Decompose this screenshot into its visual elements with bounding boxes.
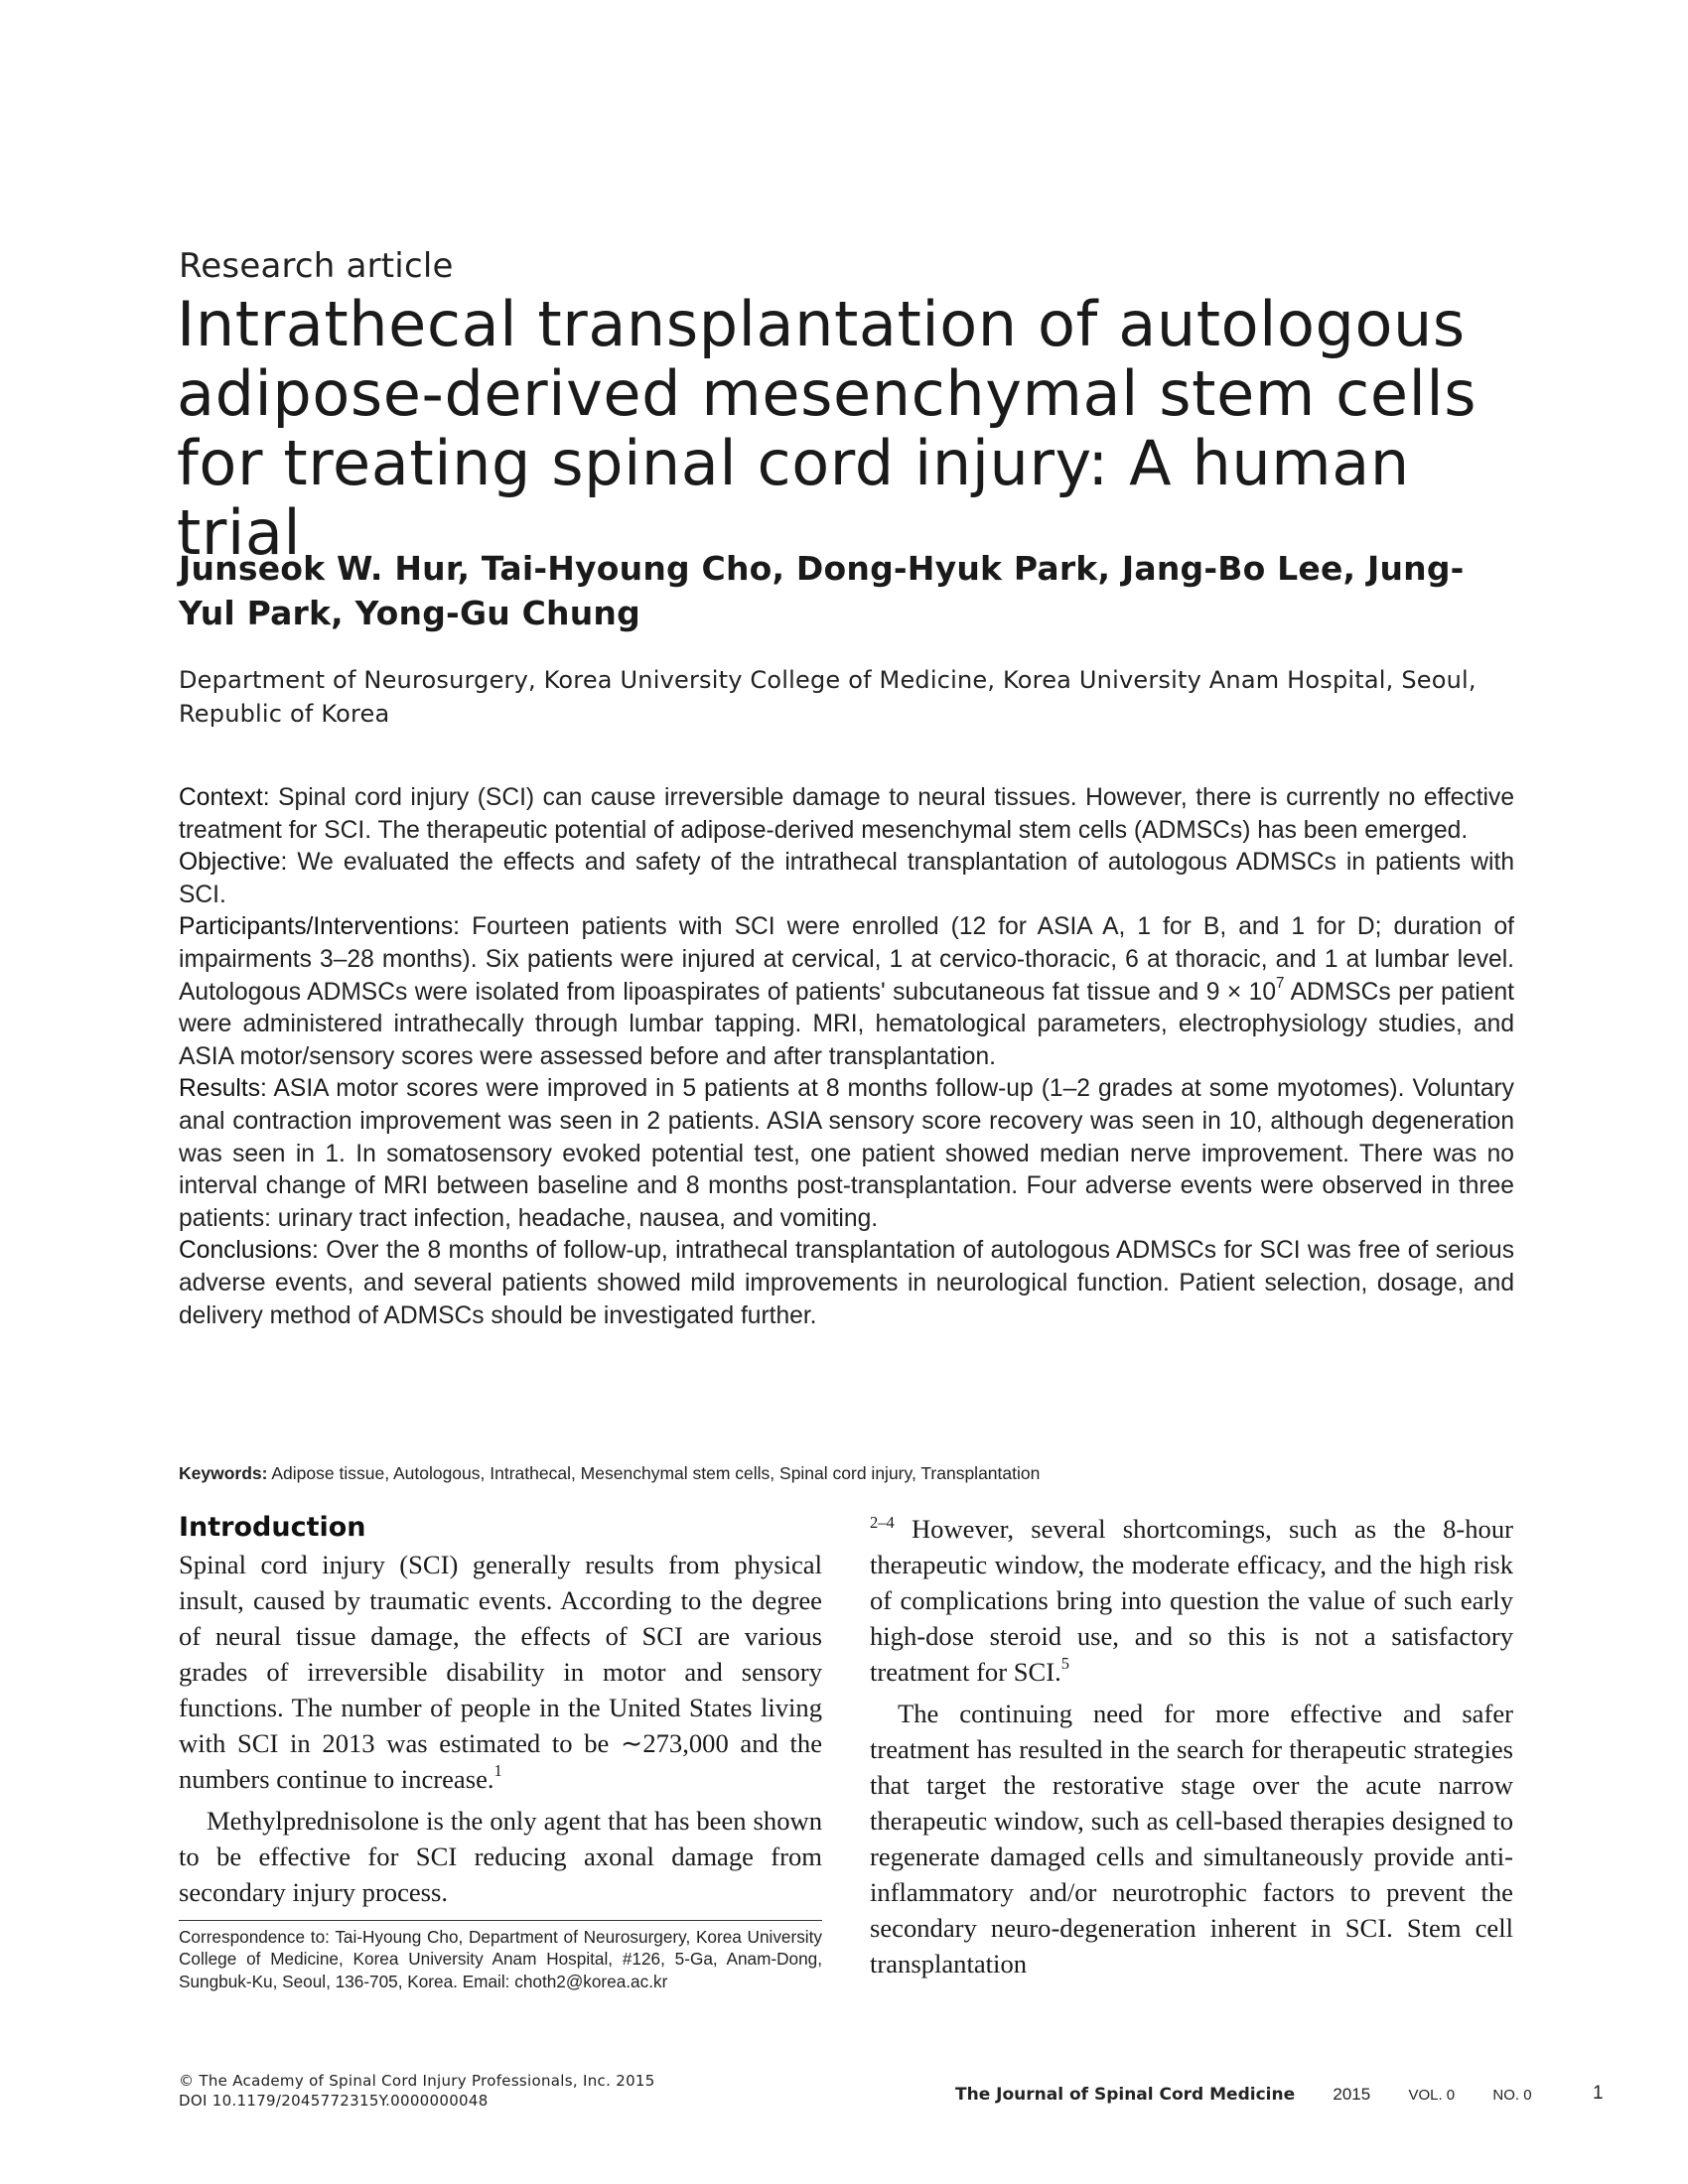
section-heading-introduction: Introduction	[179, 1512, 366, 1543]
keywords-label: Keywords:	[179, 1463, 268, 1483]
objective-label: Objective:	[179, 849, 288, 877]
body-paragraph-2	[179, 1803, 822, 1910]
journal-name: The Journal of Spinal Cord Medicine	[955, 2085, 1296, 2105]
journal-issue: NO. 0	[1492, 2087, 1532, 2104]
journal-footer	[955, 2085, 1532, 2105]
copyright-block	[179, 2071, 655, 2111]
body-column-left	[179, 1511, 822, 1910]
body-paragraph-2-cont	[870, 1511, 1513, 1690]
context-label: Context:	[179, 784, 270, 811]
conclusions-label: Conclusions:	[179, 1237, 319, 1265]
abstract-results	[179, 1073, 1514, 1235]
keywords	[179, 1461, 1514, 1485]
abstract-context	[179, 782, 1514, 847]
p2b-ref: 5	[1060, 1653, 1070, 1673]
body-column-right	[870, 1511, 1513, 1981]
journal-year: 2015	[1333, 2085, 1371, 2104]
p1-text: Spinal cord injury (SCI) generally results from physical insult, caused by traumatic events. According to the degree of neural tissue damage, the effects of SCI are various grades of irreversible disability in motor and sensory functions. The number of people in the United States living with SCI in 2013 was estimated to be ∼273,000 and the numbers continue to increase.	[179, 1550, 822, 1794]
p2b-text: However, several shortcomings, such as the 8-hour therapeutic window, the moderate efficacy, and the high risk of complications bring into question the value of such early high-dose steroid use, and so this is not a satisfactory treatment for SCI.	[870, 1514, 1513, 1687]
participants-text-cont: ADMSCs per patient were administered intrathecally through lumbar tapping. MRI, hematological parameters, electrophysiology studies, and ASIA motor/sensory scores were assessed before and after transplantation.	[179, 978, 1514, 1070]
participants-exponent: 7	[1276, 975, 1285, 993]
abstract	[179, 782, 1514, 1332]
p2-text: Methylprednisolone is the only agent that has been shown to be effective for SCI reducing axonal damage from secondary injury process.	[179, 1806, 822, 1907]
keywords-text: Adipose tissue, Autologous, Intrathecal, Mesenchymal stem cells, Spinal cord injury, Transplantation	[271, 1463, 1041, 1483]
body-paragraph-1	[179, 1547, 822, 1797]
results-label: Results:	[179, 1075, 267, 1103]
abstract-conclusions	[179, 1235, 1514, 1332]
p1-ref: 1	[493, 1760, 502, 1780]
correspondence-footnote: Correspondence to: Tai-Hyoung Cho, Department of Neurosurgery, Korea University College of Medicine, Korea University Anam Hospital, #126, 5-Ga, Anam-Dong, Sungbuk-Ku, Seoul, 136-705, Korea. Email: choth2@korea.ac.kr	[179, 1927, 822, 1991]
conclusions-text: Over the 8 months of follow-up, intrathecal transplantation of autologous ADMSCs for SCI was free of serious adverse events, and several patients showed mild improvements in neurological function. Patient selection, dosage, and delivery method of ADMSCs should be investigated further.	[179, 1237, 1514, 1329]
body-paragraph-3: The continuing need for more effective and safer treatment has resulted in the search for therapeutic strategies that target the restorative stage over the acute narrow therapeutic window, such as cell-based therapies designed to regenerate damaged cells and simultaneously provide anti-inflammatory and/or neurotrophic factors to prevent the secondary neuro-degeneration inherent in SCI. Stem cell transplantation	[870, 1699, 1513, 1979]
footnote-divider	[179, 1920, 822, 1921]
article-type: Research article	[179, 246, 454, 286]
copyright-line: © The Academy of Spinal Cord Injury Professionals, Inc. 2015	[179, 2072, 655, 2090]
authors: Junseok W. Hur, Tai-Hyoung Cho, Dong-Hyuk Park, Jang-Bo Lee, Jung-Yul Park, Yong-Gu Chung	[179, 549, 1465, 632]
results-text: ASIA motor scores were improved in 5 patients at 8 months follow-up (1–2 grades at some myotomes). Voluntary anal contraction improvement was seen in 2 patients. ASIA sensory score recovery was seen in 10, although degeneration was seen in 1. In somatosensory evoked potential test, one patient showed median nerve improvement. There was no interval change of MRI between baseline and 8 months post-transplantation. Four adverse events were observed in three patients: urinary tract infection, headache, nausea, and vomiting.	[179, 1075, 1514, 1232]
participants-text: Fourteen patients with SCI were enrolled (12 for ASIA A, 1 for B, and 1 for D; duration of impairments 3–28 months). Six patients were injured at cervical, 1 at cervico-thoracic, 6 at thoracic, and 1 at lumbar level. Autologous ADMSCs were isolated from lipoaspirates of patients' subcutaneous fat tissue and 9 × 10	[179, 913, 1514, 1006]
participants-label: Participants/Interventions:	[179, 913, 460, 941]
journal-volume: VOL. 0	[1408, 2087, 1456, 2104]
objective-text: We evaluated the effects and safety of the intrathecal transplantation of autologous ADMSCs in patients with SCI.	[179, 849, 1514, 908]
affiliation: Department of Neurosurgery, Korea University College of Medicine, Korea University Anam Hospital, Seoul, Republic of Korea	[179, 666, 1477, 728]
context-text: Spinal cord injury (SCI) can cause irreversible damage to neural tissues. However, there is currently no effective treatment for SCI. The therapeutic potential of adipose-derived mesenchymal stem cells (ADMSCs) has been emerged.	[179, 784, 1514, 844]
p2-ref: 2–4	[870, 1513, 895, 1533]
page-number: 1	[1593, 2083, 1604, 2104]
doi-line: DOI 10.1179/2045772315Y.0000000048	[179, 2092, 489, 2110]
abstract-objective	[179, 847, 1514, 911]
article-title: Intrathecal transplantation of autologous adipose-derived mesenchymal stem cells for treating spinal cord injury: A human trial	[177, 288, 1477, 569]
abstract-participants	[179, 911, 1514, 1073]
